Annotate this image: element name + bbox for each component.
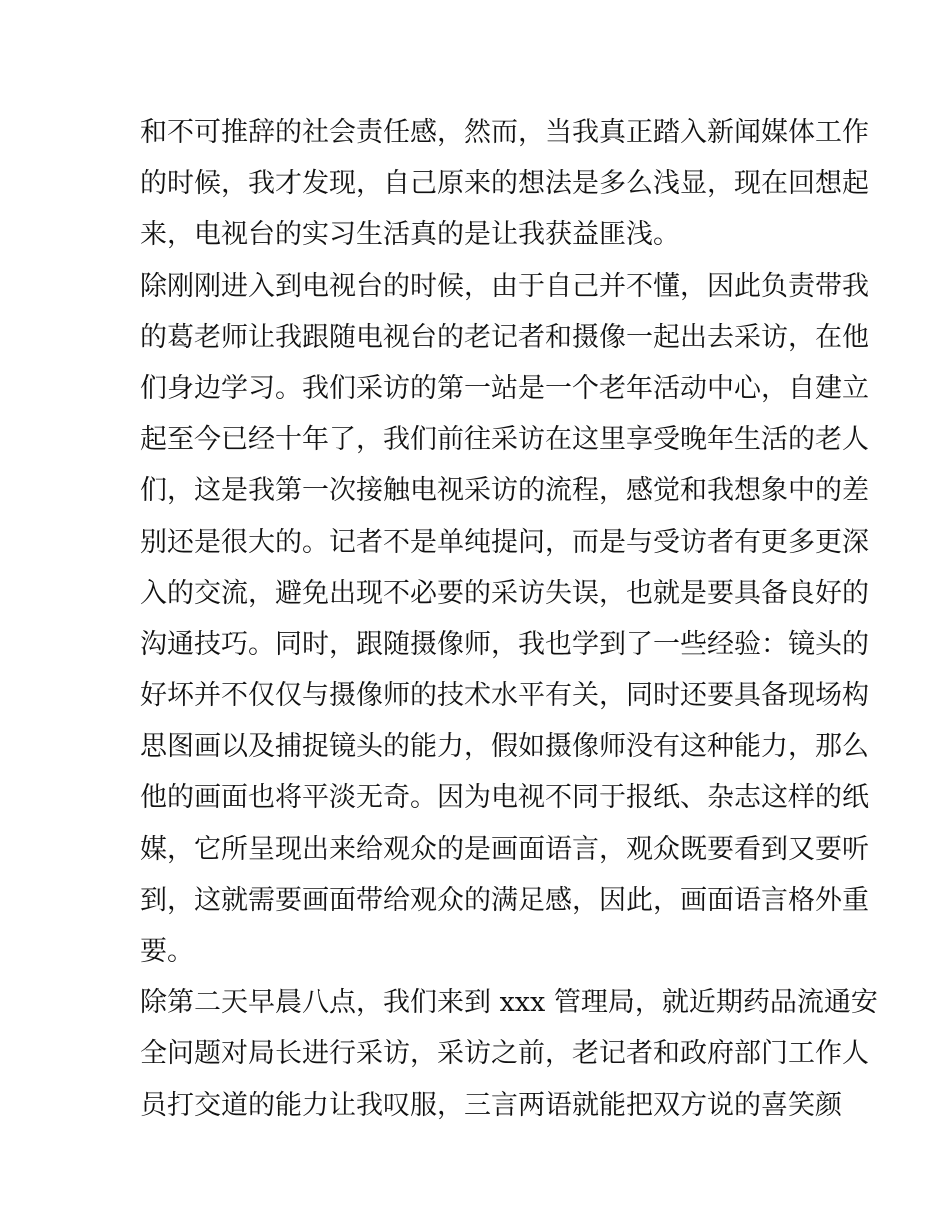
text-line: 来，电视台的实习生活真的是让我获益匪浅。 <box>140 219 680 251</box>
text-line: 全问题对局长进行采访，采访之前，老记者和政府部门工作人 <box>140 1038 869 1070</box>
text-line: 员打交道的能力让我叹服，三言两语就能把双方说的喜笑颜 <box>140 1089 842 1121</box>
text-line: 们身边学习。我们采访的第一站是一个老年活动中心，自建立 <box>140 372 869 404</box>
text-line: 入的交流，避免出现不必要的采访失误，也就是要具备良好的 <box>140 577 869 609</box>
text-line: 们，这是我第一次接触电视采访的流程，感觉和我想象中的差 <box>140 475 869 507</box>
text-line: 思图画以及捕捉镜头的能力，假如摄像师没有这种能力，那么 <box>140 731 869 763</box>
text-line: 除第二天早晨八点，我们来到 xxx 管理局，就近期药品流通安 <box>140 987 878 1019</box>
text-line: 别还是很大的。记者不是单纯提问，而是与受访者有更多更深 <box>140 526 869 558</box>
text-line: 除刚刚进入到电视台的时候，由于自己并不懂，因此负责带我 <box>140 270 869 302</box>
body-text <box>140 107 878 1131</box>
text-line: 要。 <box>140 936 194 967</box>
text-line: 媒，它所呈现出来给观众的是画面语言，观众既要看到又要听 <box>140 833 869 865</box>
text-line: 的葛老师让我跟随电视台的老记者和摄像一起出去采访，在他 <box>140 321 869 353</box>
text-line: 沟通技巧。同时，跟随摄像师，我也学到了一些经验：镜头的 <box>140 628 869 660</box>
text-line: 他的画面也将平淡无奇。因为电视不同于报纸、杂志这样的纸 <box>140 782 869 814</box>
text-line: 到，这就需要画面带给观众的满足感，因此，画面语言格外重 <box>140 884 869 916</box>
text-line: 起至今已经十年了，我们前往采访在这里享受晚年生活的老人 <box>140 424 869 456</box>
text-line: 的时候，我才发现，自己原来的想法是多么浅显，现在回想起 <box>140 168 869 200</box>
text-line: 和不可推辞的社会责任感，然而，当我真正踏入新闻媒体工作 <box>140 117 869 148</box>
text-line: 好坏并不仅仅与摄像师的技术水平有关，同时还要具备现场构 <box>140 680 869 712</box>
